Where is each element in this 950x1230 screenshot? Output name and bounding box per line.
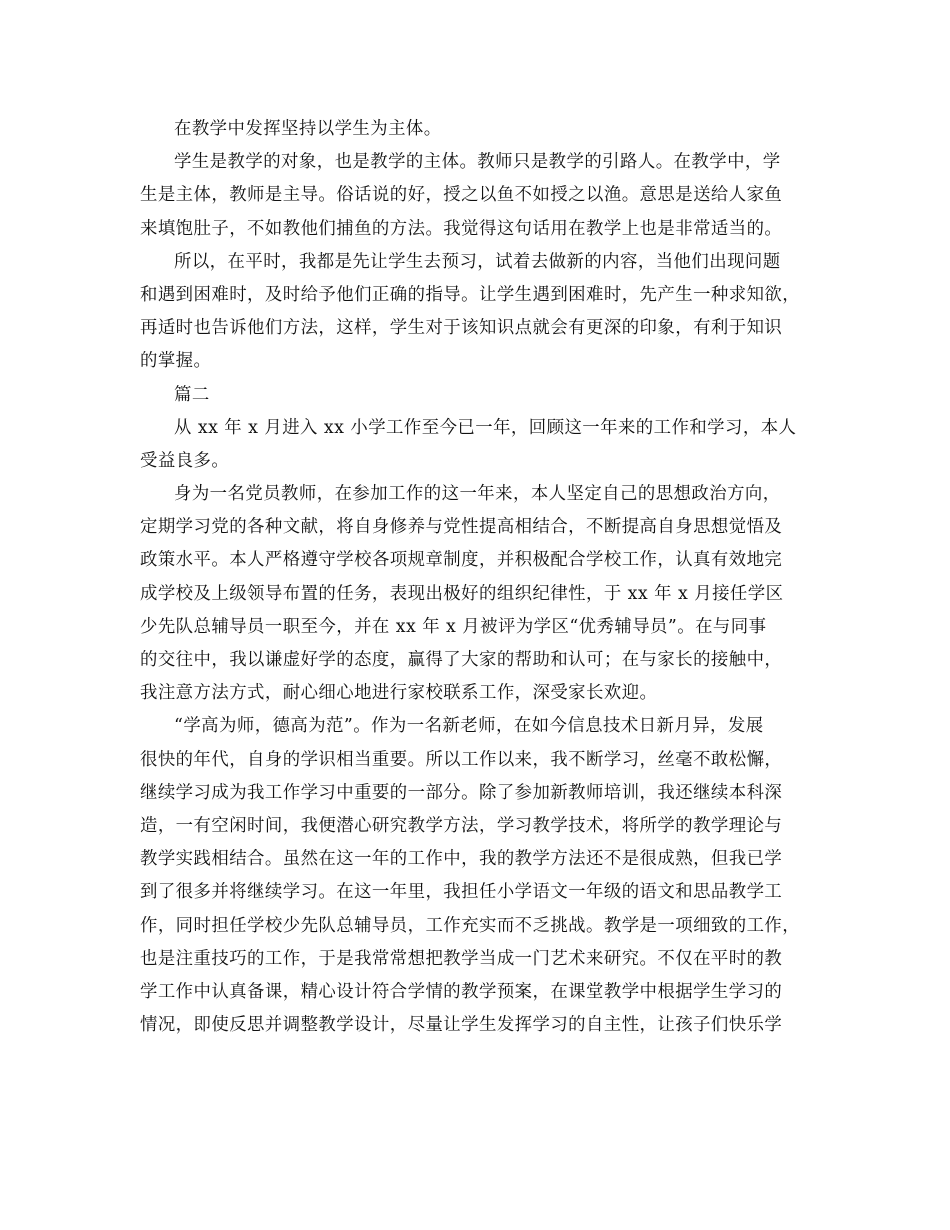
text-line: 和遇到困难时，及时给予他们正确的指导。让学生遇到困难时，先产生一种求知欲， xyxy=(140,284,801,305)
paragraph-6 xyxy=(140,478,820,710)
text-line: 情况，即使反思并调整教学设计，尽量让学生发挥学习的自主性，让孩子们快乐学 xyxy=(140,1015,783,1036)
section-title: 篇二 xyxy=(174,384,210,405)
text-line: 成学校及上级领导布置的任务，表现出极好的组织纪律性，于 xx 年 x 月接任学区 xyxy=(140,583,784,604)
text-line: 到了很多并将继续学习。在这一年里，我担任小学语文一年级的语文和思品教学工 xyxy=(140,882,783,903)
text-line: 来填饱肚子，不如教他们捕鱼的方法。我觉得这句话用在教学上也是非常适当的。 xyxy=(140,218,783,239)
text-line: 所以，在平时，我都是先让学生去预习，试着去做新的内容，当他们出现问题 xyxy=(174,251,781,272)
text-line: 继续学习成为我工作学习中重要的一部分。除了参加新教师培训，我还继续本科深 xyxy=(140,782,783,803)
text-line: 生是主体，教师是主导。俗话说的好，授之以鱼不如授之以渔。意思是送给人家鱼 xyxy=(140,185,783,206)
document-body xyxy=(140,113,820,1042)
text-line: 很快的年代，自身的学识相当重要。所以工作以来，我不断学习，丝毫不敢松懈， xyxy=(140,749,783,770)
text-line: 学生是教学的对象，也是教学的主体。教师只是教学的引路人。在教学中，学 xyxy=(174,152,781,173)
paragraph-1 xyxy=(140,113,820,146)
text-line: “学高为师，德高为范”。作为一名新老师，在如今信息技术日新月异，发展 xyxy=(174,716,764,737)
text-line: 身为一名党员教师，在参加工作的这一年来，本人坚定自己的思想政治方向， xyxy=(174,484,781,505)
text-line: 政策水平。本人严格遵守学校各项规章制度，并积极配合学校工作，认真有效地完 xyxy=(140,550,783,571)
paragraph-7 xyxy=(140,710,820,1042)
text-line: 受益良多。 xyxy=(140,450,230,471)
text-line: 学工作中认真备课，精心设计符合学情的教学预案，在课堂教学中根据学生学习的 xyxy=(140,981,783,1002)
text-line: 少先队总辅导员一职至今，并在 xx 年 x 月被评为学区“优秀辅导员”。在与同事 xyxy=(140,616,767,637)
text-line: 定期学习党的各种文献，将自身修养与党性提高相结合，不断提高自身思想觉悟及 xyxy=(140,517,783,538)
text-line: 教学实践相结合。虽然在这一年的工作中，我的教学方法还不是很成熟，但我已学 xyxy=(140,849,783,870)
text-line: 再适时也告诉他们方法，这样，学生对于该知识点就会有更深的印象，有利于知识 xyxy=(140,318,783,339)
paragraph-5 xyxy=(140,412,820,478)
text-line: 在教学中发挥坚持以学生为主体。 xyxy=(174,119,442,139)
text-line: 造，一有空闲时间，我便潜心研究教学方法，学习教学技术，将所学的教学理论与 xyxy=(140,815,783,836)
section-heading xyxy=(140,379,820,412)
text-line: 也是注重技巧的工作，于是我常常想把教学当成一门艺术来研究。不仅在平时的教 xyxy=(140,948,783,969)
text-line: 的掌握。 xyxy=(140,351,212,372)
text-line: 作，同时担任学校少先队总辅导员，工作充实而不乏挑战。教学是一项细致的工作， xyxy=(140,915,801,936)
paragraph-2 xyxy=(140,146,820,246)
text-line: 的交往中，我以谦虚好学的态度，赢得了大家的帮助和认可；在与家长的接触中， xyxy=(140,650,783,670)
text-line: 我注意方法方式，耐心细心地进行家校联系工作，深受家长欢迎。 xyxy=(140,683,658,704)
text-line: 从 xx 年 x 月进入 xx 小学工作至今已一年，回顾这一年来的工作和学习，本人 xyxy=(174,417,797,438)
paragraph-3 xyxy=(140,246,820,379)
